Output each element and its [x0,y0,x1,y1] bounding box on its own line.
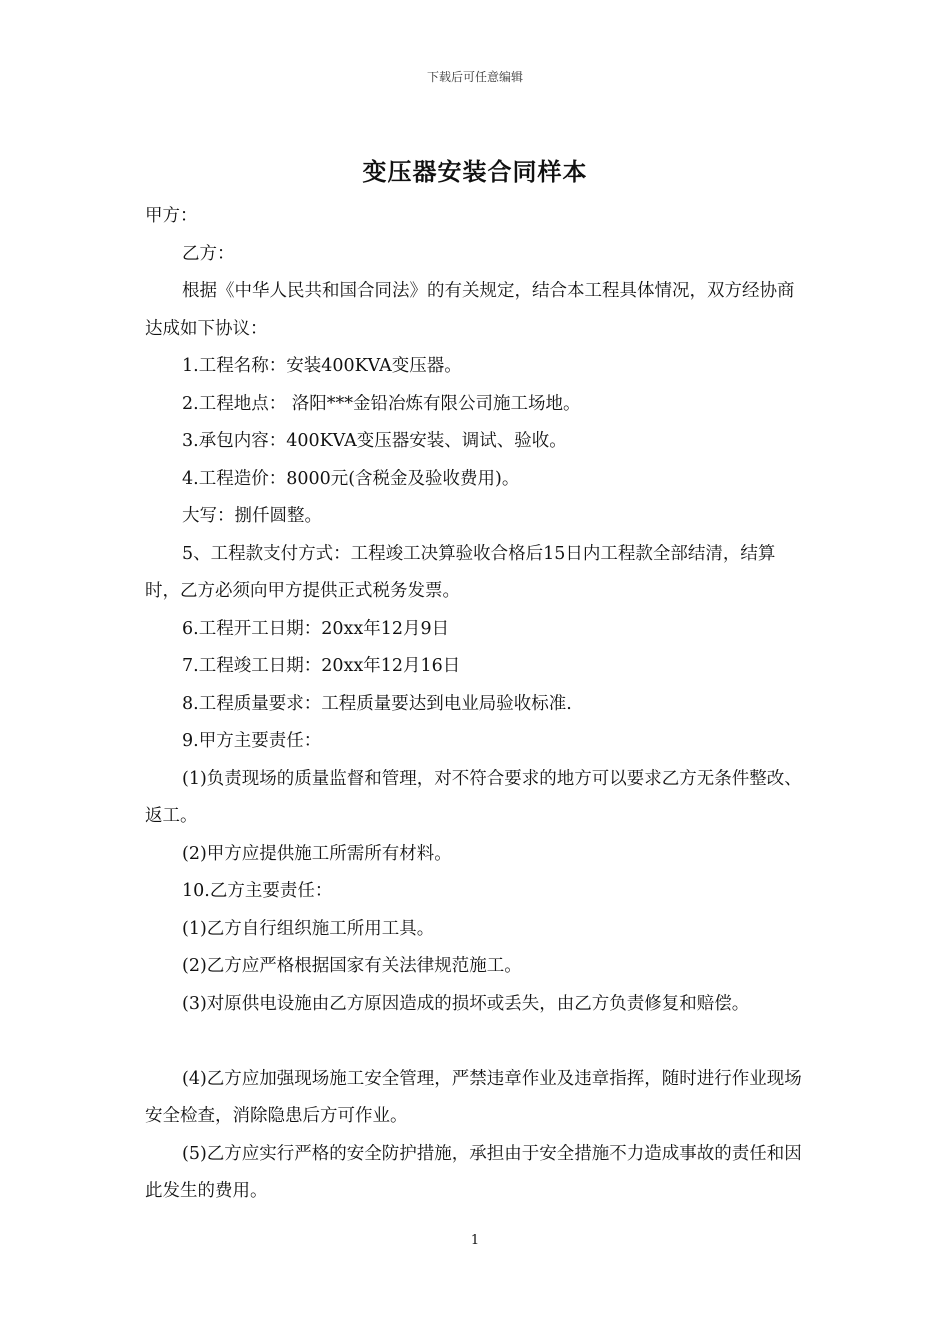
party-b-duty-2: (2)乙方应严格根据国家有关法律规范施工。 [182,956,522,976]
page-number: 1 [470,1233,480,1248]
clause-scope: 3.承包内容：400KVA变压器安装、调试、验收。 [182,431,567,451]
party-b-duty-4: (4)乙方应加强现场施工安全管理，严禁违章作业及违章指挥，随时进行作业现场安全检查，消除隐患后方可作业。 [145,1068,802,1126]
party-a-line: 甲方： [145,206,198,226]
clause-start-date: 6.工程开工日期：20xx年12月9日 [182,618,450,639]
party-b-duty-5: (5)乙方应实行严格的安全防护措施，承担由于安全措施不力造成事故的责任和因此发生的费用。 [145,1143,802,1201]
clause-price-in-words: 大写：捌仟圆整。 [182,506,322,526]
header-note: 下载后可任意编辑 [426,70,523,84]
document-body [145,198,805,1211]
clause-payment: 5、工程款支付方式：工程竣工决算验收合格后15日内工程款全部结清，结算时，乙方必须向甲方提供正式税务发票。 [145,543,776,601]
paragraph-gap [145,1023,805,1061]
party-a-duty-2: (2)甲方应提供施工所需所有材料。 [182,843,452,864]
clause-project-name: 1.工程名称：安装400KVA变压器。 [182,356,462,376]
party-b-duty-3: (3)对原供电设施由乙方原因造成的损坏或丢失，由乙方负责修复和赔偿。 [182,993,750,1014]
document-title: 变压器安装合同样本 [362,157,588,186]
party-b-line: 乙方： [182,243,235,264]
preamble-paragraph: 根据《中华人民共和国合同法》的有关规定，结合本工程具体情况，双方经协商达成如下协议： [145,281,795,339]
clause-party-b-duties: 10.乙方主要责任： [182,881,333,901]
clause-quality: 8.工程质量要求：工程质量要达到电业局验收标准. [182,693,572,714]
clause-end-date: 7.工程竣工日期：20xx年12月16日 [182,656,461,676]
party-a-duty-1: (1)负责现场的质量监督和管理，对不符合要求的地方可以要求乙方无条件整改、返工。 [145,768,802,826]
party-b-duty-1: (1)乙方自行组织施工所用工具。 [182,918,435,939]
clause-price: 4.工程造价：8000元(含税金及验收费用)。 [182,468,520,489]
clause-project-location: 2.工程地点： 洛阳***金铅冶炼有限公司施工场地。 [182,393,581,414]
clause-party-a-duties: 9.甲方主要责任： [182,731,322,751]
